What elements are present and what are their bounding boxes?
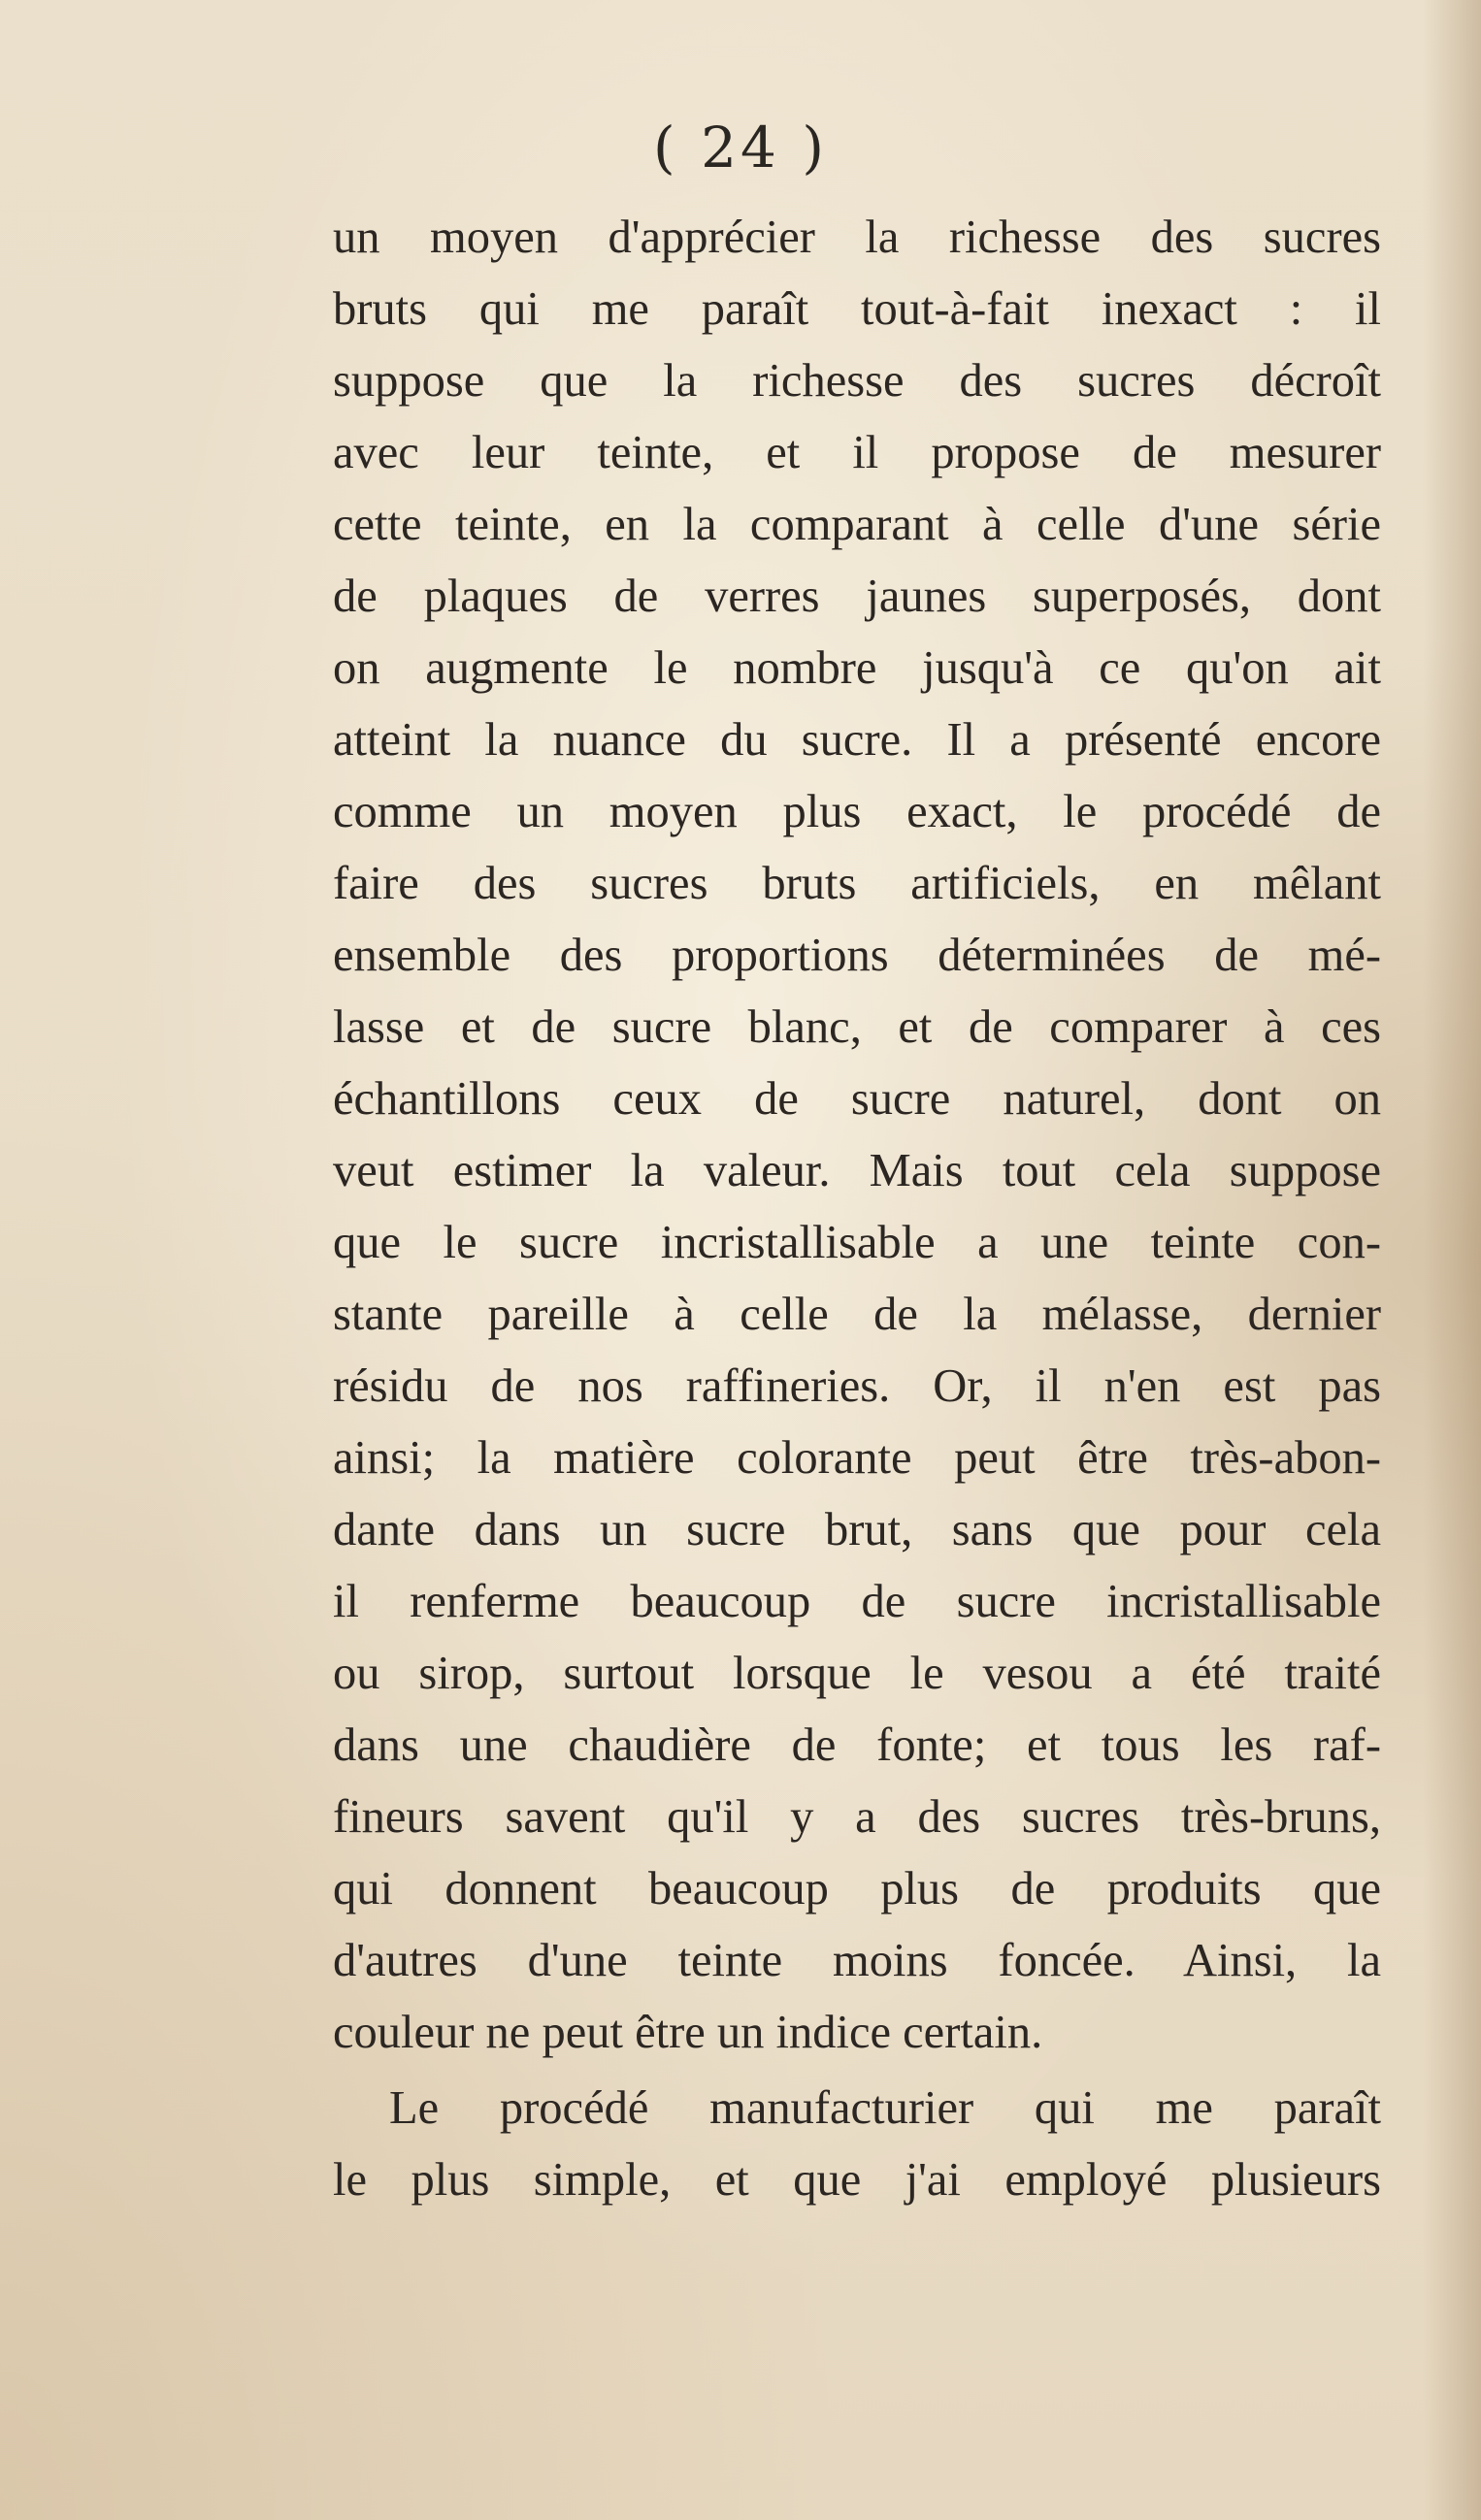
text-line: stante pareille à celle de la mélasse, dernier: [333, 1289, 1381, 1340]
text-line: qui donnent beaucoup plus de produits que: [333, 1863, 1381, 1915]
page-number: ( 24 ): [653, 115, 828, 180]
paragraph: [333, 2073, 1381, 2216]
text-line: lasse et de sucre blanc, et de comparer à ces: [333, 1001, 1381, 1053]
page-edge-shadow: [1423, 0, 1481, 2520]
text-line: de plaques de verres jaunes superposés, dont: [333, 571, 1381, 622]
text-line: il renferme beaucoup de sucre incristallisable: [333, 1576, 1381, 1627]
text-line: le plus simple, et que j'ai employé plusieurs: [333, 2154, 1381, 2206]
text-line: bruts qui me paraît tout-à-fait inexact : il: [333, 283, 1381, 335]
text-line: dans une chaudière de fonte; et tous les raf-: [333, 1719, 1381, 1771]
text-line: un moyen d'apprécier la richesse des sucres: [333, 212, 1381, 263]
text-line: veut estimer la valeur. Mais tout cela suppose: [333, 1145, 1381, 1196]
text-line: on augmente le nombre jusqu'à ce qu'on ait: [333, 642, 1381, 694]
text-line: Le procédé manufacturier qui me paraît: [389, 2082, 1381, 2134]
text-line: résidu de nos raffineries. Or, il n'en est pas: [333, 1360, 1381, 1412]
text-line: ensemble des proportions déterminées de mé-: [333, 930, 1381, 981]
text-line: suppose que la richesse des sucres décroît: [333, 355, 1381, 407]
text-line: échantillons ceux de sucre naturel, dont on: [333, 1073, 1381, 1125]
text-line: couleur ne peut être un indice certain.: [333, 2007, 1043, 2058]
text-line: comme un moyen plus exact, le procédé de: [333, 786, 1381, 837]
body-text: [333, 202, 1381, 2216]
text-line: ainsi; la matière colorante peut être très-abon-: [333, 1432, 1381, 1484]
text-line: fineurs savent qu'il y a des sucres très-bruns,: [333, 1791, 1381, 1843]
text-line: dante dans un sucre brut, sans que pour cela: [333, 1504, 1381, 1555]
text-line: cette teinte, en la comparant à celle d'une série: [333, 499, 1381, 550]
text-line: d'autres d'une teinte moins foncée. Ainsi, la: [333, 1935, 1381, 1986]
text-line: avec leur teinte, et il propose de mesurer: [333, 427, 1381, 478]
text-line: ou sirop, surtout lorsque le vesou a été traité: [333, 1648, 1381, 1699]
paragraph: [333, 202, 1381, 2069]
text-line: faire des sucres bruts artificiels, en mêlant: [333, 858, 1381, 909]
text-line: que le sucre incristallisable a une teinte con-: [333, 1217, 1381, 1268]
text-line: atteint la nuance du sucre. Il a présenté encore: [333, 714, 1381, 766]
